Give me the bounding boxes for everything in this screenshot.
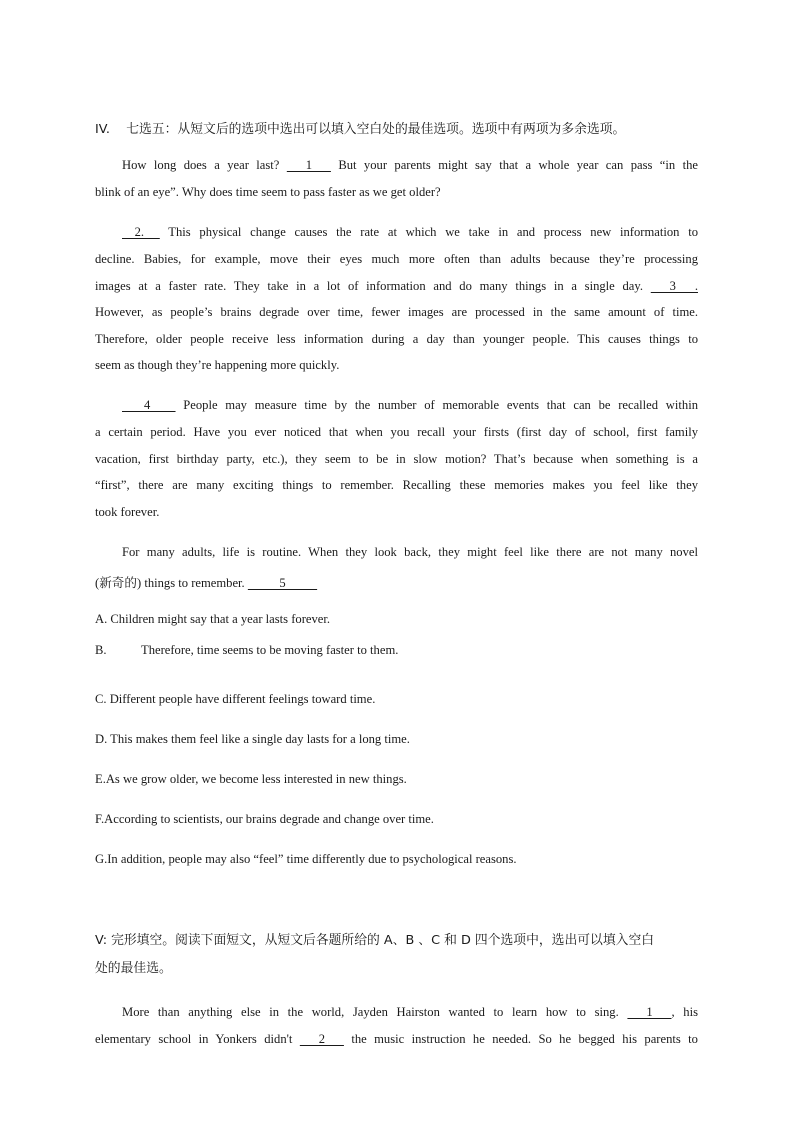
paragraph-2-line-3: images at a faster rate. They take in a lot of information and do many things in a single day. 3 . <box>95 279 698 293</box>
paragraph-3-line-4: “first”, there are many exciting things to remember. Recalling these memories makes you feel like they <box>95 478 698 492</box>
section-v-heading-line-1: V: 完形填空。阅读下面短文，从短文后各题所给的 A、B 、C 和 D 四个选项中，选出可以填入空白 <box>95 933 655 948</box>
option-g: G.In addition, people may also “feel” time differently due to psychological reasons. <box>95 852 517 866</box>
paragraph-2-line-2: decline. Babies, for example, move their eyes much more often than adults because they’re processing <box>95 252 698 266</box>
option-c: C. Different people have different feelings toward time. <box>95 692 376 706</box>
paragraph-2-line-6: seem as though they’re happening more quickly. <box>95 358 340 372</box>
paragraph-1-line-2: blink of an eye”. Why does time seem to pass faster as we get older? <box>95 185 441 199</box>
blank-5[interactable]: 5 <box>247 576 318 590</box>
blank-3[interactable]: 3 . <box>650 279 698 293</box>
section-v-paragraph-line-2: elementary school in Yonkers didn't 2 the music instruction he needed. So he begged his parents to <box>95 1032 698 1046</box>
section-iv-heading <box>95 118 698 137</box>
paragraph-2-line-5: Therefore, older people receive less information during a day than younger people. This causes things to <box>95 332 698 346</box>
option-b-letter: B. <box>95 643 107 657</box>
section-title: 七选五：从短文后的选项中选出可以填入空白处的最佳选项。选项中有两项为多余选项。 <box>126 122 626 137</box>
option-b-text: Therefore, time seems to be moving faster to them. <box>141 643 399 657</box>
blank-2[interactable]: 2. <box>122 225 160 239</box>
paragraph-1-line-1: How long does a year last? 1 But your parents might say that a whole year can pass “in the <box>122 158 698 172</box>
blank-1[interactable]: 1 <box>286 158 331 172</box>
paragraph-4-line-1: For many adults, life is routine. When they look back, they might feel like there are not many novel <box>122 545 698 559</box>
paragraph-2-line-1: 2. This physical change causes the rate at which we take in and process new information to <box>122 225 698 239</box>
section-v-paragraph-line-1: More than anything else in the world, Jayden Hairston wanted to learn how to sing. 1 , his <box>122 1005 698 1019</box>
section-v-heading-line-2: 处的最佳选。 <box>95 961 172 976</box>
option-e: E.As we grow older, we become less interested in new things. <box>95 772 407 786</box>
paragraph-3-line-3: vacation, first birthday party, etc.), they seem to be in slow motion? That’s because when something is a <box>95 452 698 466</box>
paragraph-3-line-1: 4 People may measure time by the number of memorable events that can be recalled within <box>122 398 698 412</box>
blank-4[interactable]: 4 <box>122 398 176 412</box>
paragraph-3-line-5: took forever. <box>95 505 160 519</box>
option-d: D. This makes them feel like a single day lasts for a long time. <box>95 732 410 746</box>
option-f: F.According to scientists, our brains degrade and change over time. <box>95 812 434 826</box>
paragraph-3-line-2: a certain period. Have you ever noticed that when you recall your firsts (first day of school, first family <box>95 425 698 439</box>
paragraph-2-line-4: However, as people’s brains degrade over time, fewer images are processed in the same amount of time. <box>95 305 698 319</box>
cloze-blank-2[interactable]: 2 <box>299 1032 344 1046</box>
cloze-blank-1[interactable]: 1 <box>627 1005 672 1019</box>
paragraph-4-line-2: (新奇的) things to remember. 5 <box>95 576 318 590</box>
section-number: IV. <box>95 122 110 137</box>
option-a: A. Children might say that a year lasts forever. <box>95 612 331 626</box>
